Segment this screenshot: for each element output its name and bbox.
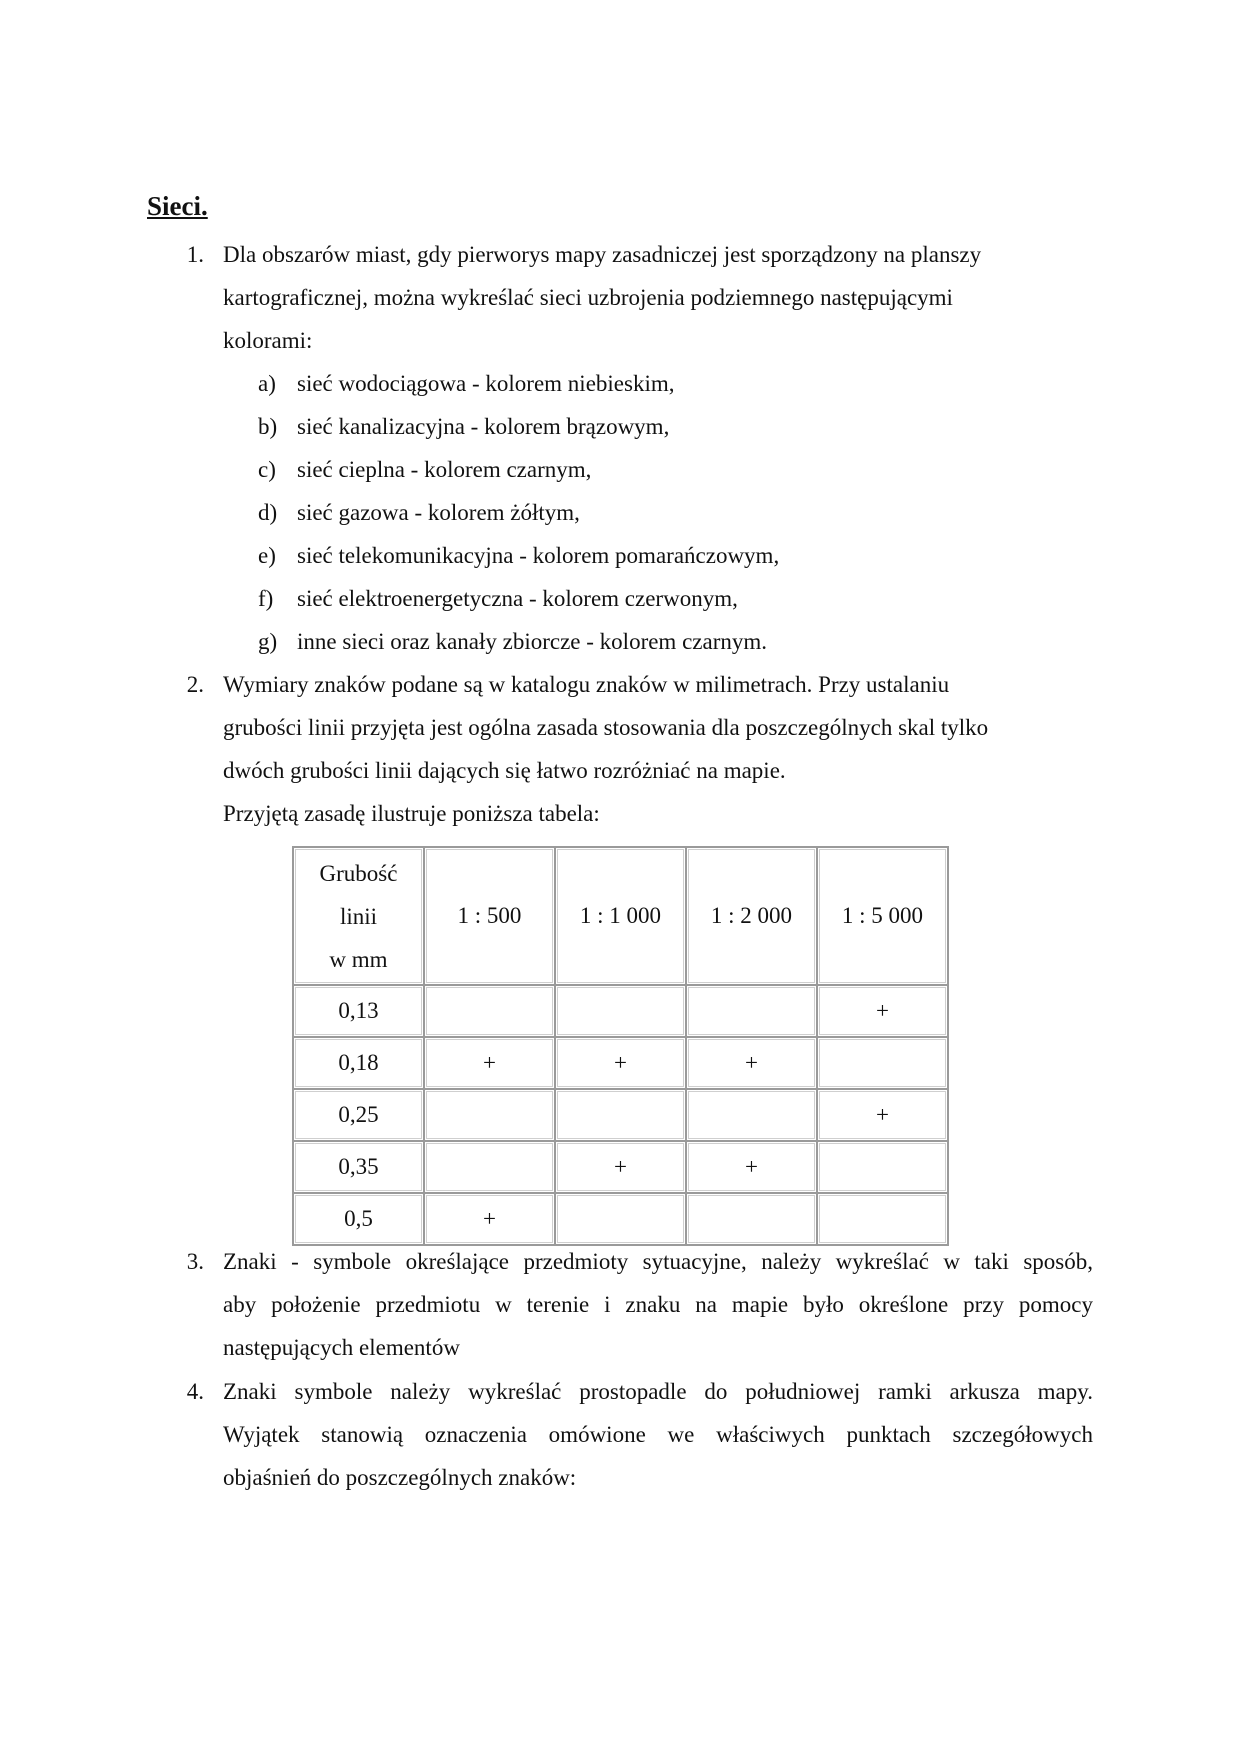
table-cell (817, 1193, 948, 1245)
table-cell (817, 1141, 948, 1193)
table-row (293, 1089, 948, 1141)
item-1-line-3: kolorami: (223, 328, 313, 353)
list-item-letter: c) (258, 457, 276, 482)
table-row (293, 985, 948, 1037)
item-4-line-2: Wyjątek stanowią oznaczenia omówione we właściwych punktach szczegółowych (223, 1422, 1093, 1447)
table-cell (424, 1089, 555, 1141)
item-1-number: 1. (186, 242, 204, 267)
item-2-line-2: grubości linii przyjęta jest ogólna zasada stosowania dla poszczególnych skal tylko (223, 715, 989, 740)
list-item-letter: g) (258, 629, 278, 654)
section-heading: Sieci. (147, 191, 208, 221)
table-row (293, 1141, 948, 1193)
table-cell (686, 1193, 817, 1245)
item-3-number: 3. (186, 1249, 204, 1274)
table-cell (424, 1141, 555, 1193)
item-4-line-3: objaśnień do poszczególnych znaków: (223, 1465, 577, 1490)
table-cell-width: 0,13 (293, 985, 424, 1037)
table-cell (555, 1193, 686, 1245)
list-item-letter: f) (258, 586, 274, 611)
list-item-letter: d) (258, 500, 278, 525)
item-4-paragraph (223, 1370, 1093, 1499)
table-header-line: linii (339, 903, 378, 929)
table-cell-width: 0,35 (293, 1141, 424, 1193)
item-3-line-2: aby położenie przedmiotu w terenie i znaku na mapie było określone przy pomocy (223, 1292, 1093, 1317)
table-header-scale: 1 : 5 000 (817, 847, 948, 985)
item-2-line-3: dwóch grubości linii dających się łatwo rozróżniać na mapie. (223, 758, 786, 783)
list-item: sieć telekomunikacyjna - kolorem pomarańczowym, (297, 543, 780, 568)
table-row (293, 1193, 948, 1245)
table-cell (424, 985, 555, 1037)
list-item: inne sieci oraz kanały zbiorcze - kolorem czarnym. (297, 629, 767, 654)
table-header-width (293, 847, 424, 985)
list-item-letter: e) (258, 543, 276, 568)
table-cell: + (686, 1141, 817, 1193)
item-4-line-1: Znaki symbole należy wykreślać prostopadle do południowej ramki arkusza mapy. (223, 1379, 1093, 1404)
table-cell: + (817, 985, 948, 1037)
item-1-line-1: Dla obszarów miast, gdy pierworys mapy zasadniczej jest sporządzony na planszy (223, 242, 982, 267)
table-cell: + (555, 1037, 686, 1089)
list-item: sieć elektroenergetyczna - kolorem czerwonym, (297, 586, 738, 611)
table-header-scale: 1 : 1 000 (555, 847, 686, 985)
table-header-scale: 1 : 500 (424, 847, 555, 985)
list-item-letter: b) (258, 414, 278, 439)
table-cell: + (555, 1141, 686, 1193)
table-cell: + (424, 1037, 555, 1089)
table-cell (686, 1089, 817, 1141)
table-cell-width: 0,18 (293, 1037, 424, 1089)
item-2-line-4: Przyjętą zasadę ilustruje poniższa tabela: (223, 801, 600, 826)
item-2-number: 2. (186, 672, 204, 697)
table-cell-width: 0,5 (293, 1193, 424, 1245)
list-item-letter: a) (258, 371, 276, 396)
table-cell (686, 985, 817, 1037)
list-item: sieć gazowa - kolorem żółtym, (297, 500, 580, 525)
table-cell (555, 1089, 686, 1141)
table-header-row (293, 847, 948, 985)
table-row (293, 1037, 948, 1089)
item-2-line-1: Wymiary znaków podane są w katalogu znaków w milimetrach. Przy ustalaniu (223, 672, 950, 697)
table-header-scale: 1 : 2 000 (686, 847, 817, 985)
table-header-line: Grubość (319, 860, 398, 886)
item-3-line-3: następujących elementów (223, 1335, 460, 1360)
item-3-line-1: Znaki - symbole określające przedmioty sytuacyjne, należy wykreślać w taki sposób, (223, 1249, 1093, 1274)
list-item: sieć cieplna - kolorem czarnym, (297, 457, 592, 482)
item-3-paragraph (223, 1240, 1093, 1369)
item-4-number: 4. (186, 1379, 204, 1404)
table-header-line: w mm (329, 946, 388, 972)
list-item: sieć wodociągowa - kolorem niebieskim, (297, 371, 675, 396)
list-item: sieć kanalizacyjna - kolorem brązowym, (297, 414, 670, 439)
table-cell (817, 1037, 948, 1089)
table-cell-width: 0,25 (293, 1089, 424, 1141)
table-cell (555, 985, 686, 1037)
line-width-table (292, 846, 949, 1246)
table-cell: + (424, 1193, 555, 1245)
table-cell: + (817, 1089, 948, 1141)
item-1-line-2: kartograficznej, można wykreślać sieci uzbrojenia podziemnego następującymi (223, 285, 953, 310)
table-cell: + (686, 1037, 817, 1089)
